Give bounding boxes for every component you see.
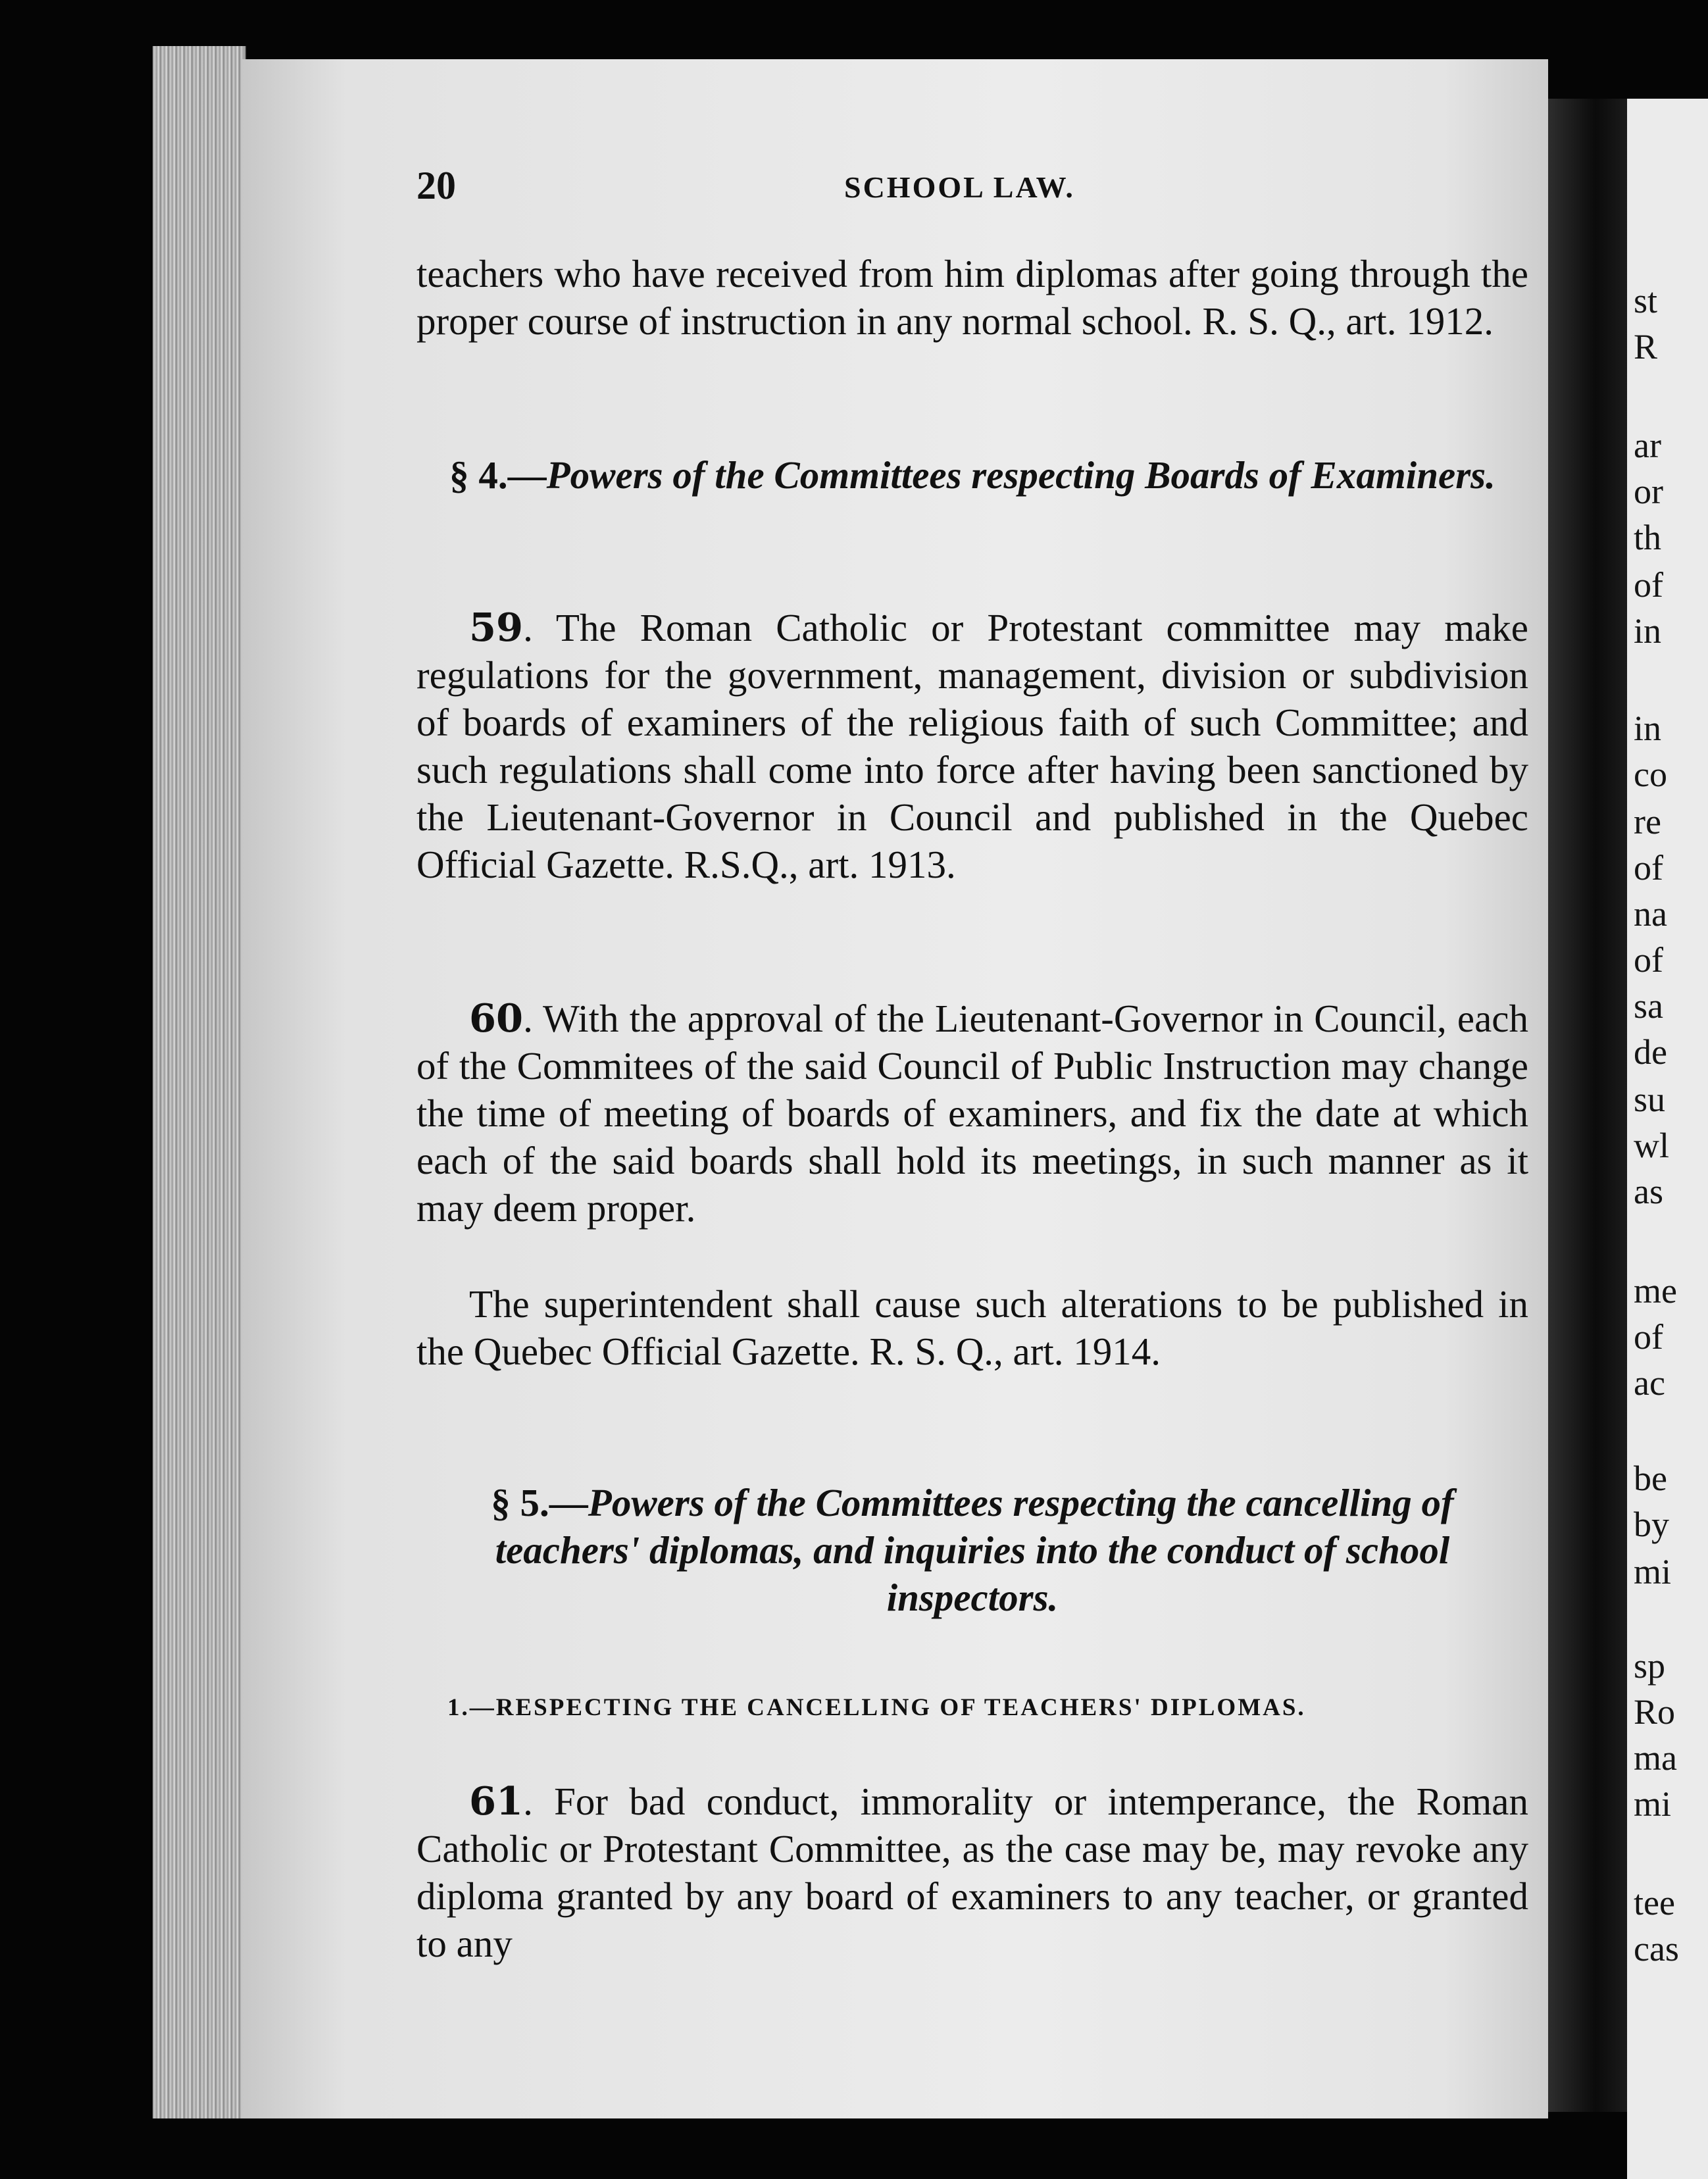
- right-fragment: mi: [1634, 1784, 1672, 1824]
- right-fragment: re: [1634, 802, 1661, 841]
- right-fragment: na: [1634, 894, 1667, 934]
- right-fragment: of: [1634, 565, 1663, 605]
- page-edges: [153, 46, 246, 2118]
- right-fragment: me: [1634, 1271, 1677, 1311]
- section-4-title: Powers of the Committees respecting Boards of Examiners.: [546, 453, 1495, 497]
- right-fragment: tee: [1634, 1883, 1675, 1922]
- right-fragment: R: [1634, 327, 1658, 366]
- right-fragment: ma: [1634, 1738, 1677, 1778]
- right-fragment: cas: [1634, 1929, 1679, 1968]
- right-fragment: th: [1634, 518, 1662, 557]
- running-head: SCHOOL LAW.: [844, 170, 1075, 204]
- right-fragment: st: [1634, 281, 1658, 320]
- right-fragment: Ro: [1634, 1692, 1676, 1732]
- right-fragment: sa: [1634, 986, 1663, 1026]
- subsection-1-heading: 1.—RESPECTING THE CANCELLING OF TEACHERS' DIPLOMAS.: [447, 1694, 1306, 1721]
- page-number: 20: [416, 164, 456, 207]
- article-59-text: . The Roman Catholic or Protestant committee may make regulations for the government, management, division or subdivision of boards of examiners of the religious faith of such Committee; and such regulations shall come into force after having been sanctioned by the Lieutenant-Governor in Council and published in the Quebec Official Gazette. R.S.Q., art. 1913.: [416, 606, 1528, 886]
- right-fragment: as: [1634, 1172, 1663, 1211]
- right-fragment: mi: [1634, 1552, 1672, 1591]
- right-fragment: sp: [1634, 1646, 1666, 1686]
- article-60-continued: The superintendent shall cause such alterations to be published in the Quebec Official Gazette. R. S. Q., art. 1914.: [416, 1282, 1528, 1373]
- article-61-number: 61: [469, 1778, 524, 1824]
- right-fragment: wl: [1634, 1126, 1669, 1165]
- right-fragment: by: [1634, 1505, 1669, 1544]
- section-5-title: Powers of the Committees respecting the cancelling of teachers' diplomas, and inquiries into the conduct of school inspectors.: [495, 1481, 1454, 1619]
- article-59-number: 59: [469, 605, 524, 650]
- right-fragment: ac: [1634, 1363, 1665, 1403]
- article-59: [416, 604, 1528, 888]
- right-fragment: of: [1634, 940, 1663, 980]
- right-fragment: ar: [1634, 426, 1661, 465]
- section-5-mark: § 5.—: [491, 1481, 588, 1524]
- section-5-heading: [416, 1479, 1528, 1621]
- book-gutter: [1548, 99, 1627, 2112]
- article-61-text: . For bad conduct, immorality or intemperance, the Roman Catholic or Protestant Committee, as the case may be, may revoke any diploma granted by any board of examiners to any teacher, or granted to any: [416, 1780, 1528, 1965]
- article-60-number: 60: [469, 995, 524, 1041]
- section-4-mark: § 4.—: [449, 453, 547, 497]
- right-fragment: be: [1634, 1459, 1667, 1498]
- right-fragment: of: [1634, 1317, 1663, 1357]
- right-fragment: or: [1634, 472, 1663, 511]
- right-fragment: in: [1634, 611, 1662, 651]
- right-fragment: co: [1634, 755, 1667, 794]
- continuation-paragraph: teachers who have received from him diplomas after going through the proper course of instruction in any normal school. R. S. Q., art. 1912.: [416, 252, 1528, 343]
- right-fragment: de: [1634, 1032, 1667, 1072]
- article-60-text: . With the approval of the Lieutenant-Governor in Council, each of the Commitees of the said Council of Public Instruction may change the time of meeting of boards of examiners, and fix the date at which each of the said boards shall hold its meetings, in such manner as it may deem proper.: [416, 997, 1528, 1230]
- page-header: [416, 163, 1535, 209]
- article-61: [416, 1778, 1528, 1967]
- right-fragment: of: [1634, 848, 1663, 888]
- right-page: [1627, 99, 1708, 2179]
- right-fragment: su: [1634, 1080, 1666, 1119]
- right-fragment: in: [1634, 709, 1662, 748]
- section-4-heading: [416, 451, 1528, 499]
- article-60: [416, 995, 1528, 1232]
